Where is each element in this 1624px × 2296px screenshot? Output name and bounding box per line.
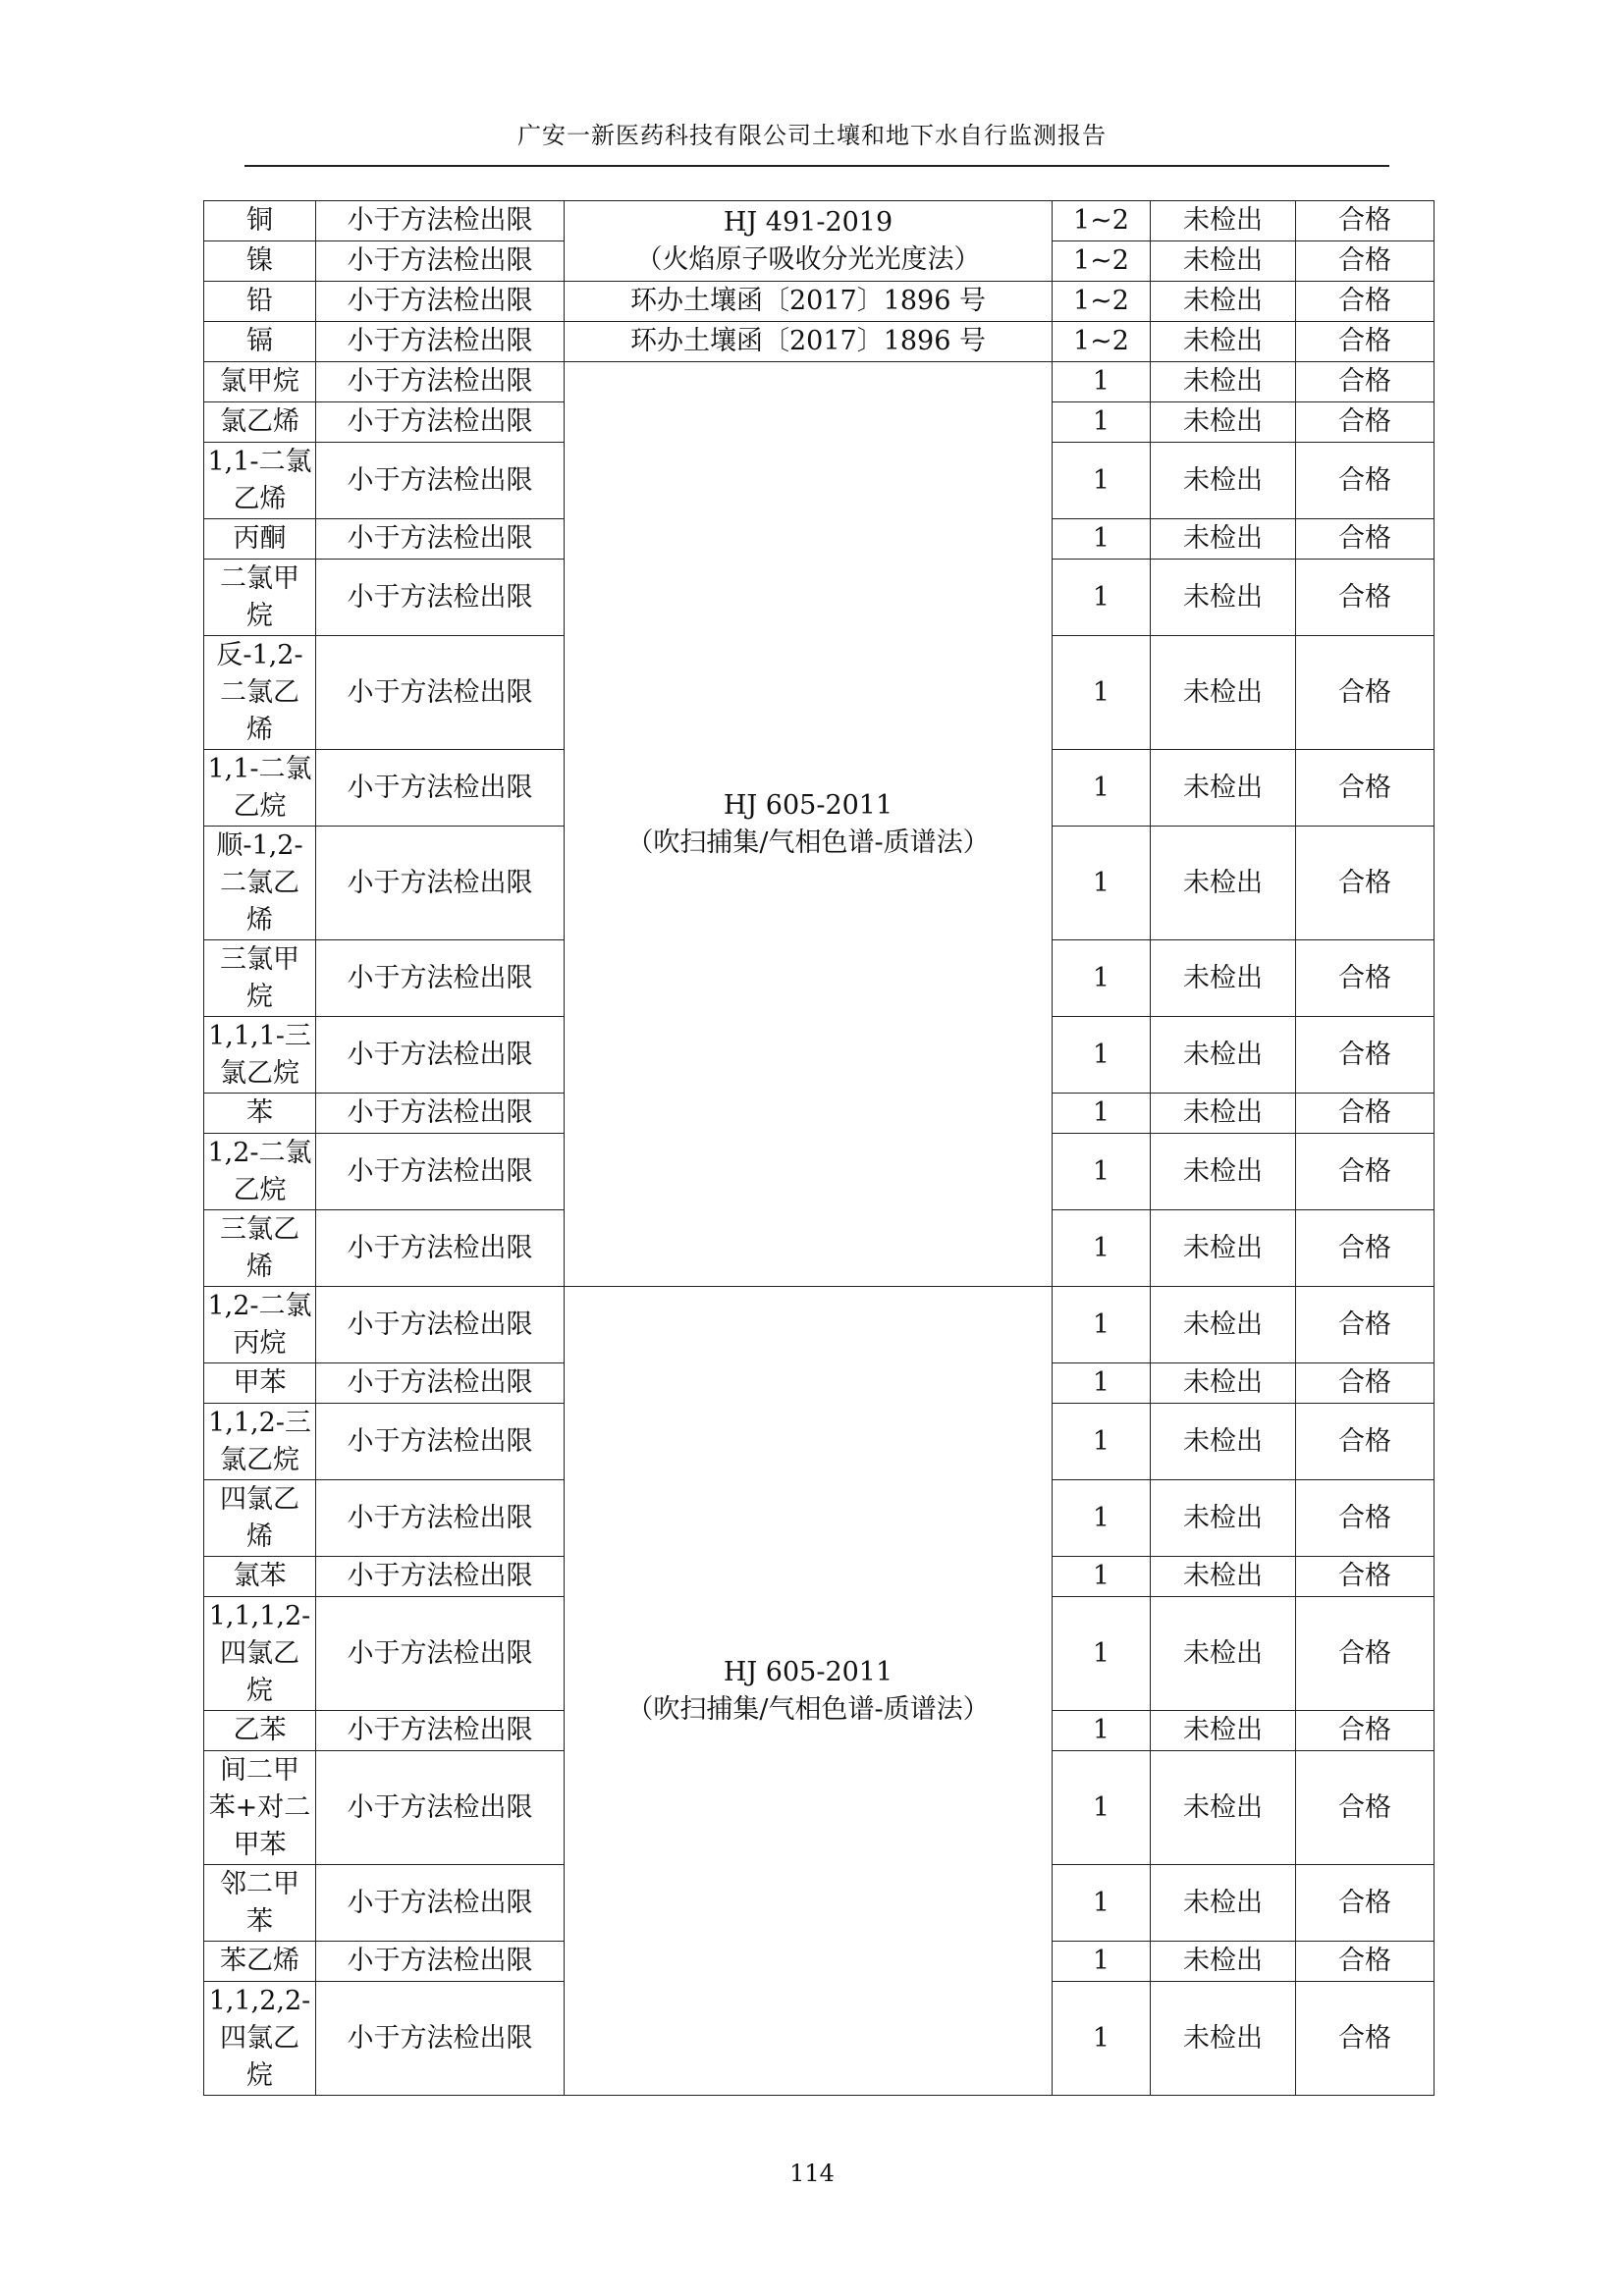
- result-cell: 未检出: [1151, 1751, 1296, 1865]
- verdict-cell: 合格: [1296, 402, 1435, 443]
- header-divider: [244, 165, 1389, 167]
- result-cell: 未检出: [1151, 1557, 1296, 1597]
- verdict-cell: 合格: [1296, 362, 1435, 402]
- result-cell: 未检出: [1151, 1134, 1296, 1210]
- dilution-cell: 1: [1053, 1711, 1151, 1751]
- result-cell: 未检出: [1151, 1597, 1296, 1711]
- result-cell: 未检出: [1151, 1711, 1296, 1751]
- dilution-cell: 1: [1053, 750, 1151, 827]
- detection-limit-cell: 小于方法检出限: [316, 1597, 565, 1711]
- verdict-cell: 合格: [1296, 1942, 1435, 1982]
- detection-limit-cell: 小于方法检出限: [316, 1363, 565, 1404]
- verdict-cell: 合格: [1296, 940, 1435, 1017]
- dilution-cell: 1: [1053, 1597, 1151, 1711]
- detection-limit-cell: 小于方法检出限: [316, 1865, 565, 1942]
- verdict-cell: 合格: [1296, 1982, 1435, 2096]
- verdict-cell: 合格: [1296, 1094, 1435, 1134]
- dilution-cell: 1~2: [1053, 241, 1151, 282]
- detection-limit-cell: 小于方法检出限: [316, 1287, 565, 1363]
- dilution-cell: 1~2: [1053, 201, 1151, 241]
- verdict-cell: 合格: [1296, 241, 1435, 282]
- dilution-cell: 1: [1053, 519, 1151, 560]
- verdict-cell: 合格: [1296, 560, 1435, 636]
- result-cell: 未检出: [1151, 443, 1296, 519]
- verdict-cell: 合格: [1296, 1287, 1435, 1363]
- dilution-cell: 1: [1053, 1363, 1151, 1404]
- dilution-cell: 1: [1053, 1751, 1151, 1865]
- result-cell: 未检出: [1151, 519, 1296, 560]
- analyte-cell: 氯甲烷: [204, 362, 316, 402]
- result-cell: 未检出: [1151, 940, 1296, 1017]
- detection-limit-cell: 小于方法检出限: [316, 282, 565, 322]
- table-row: [204, 322, 1435, 362]
- detection-limit-cell: 小于方法检出限: [316, 560, 565, 636]
- analyte-cell: 丙酮: [204, 519, 316, 560]
- analyte-cell: 氯苯: [204, 1557, 316, 1597]
- results-table: [203, 200, 1435, 2096]
- analyte-cell: 三氯乙 烯: [204, 1210, 316, 1287]
- dilution-cell: 1: [1053, 1094, 1151, 1134]
- result-cell: 未检出: [1151, 1094, 1296, 1134]
- detection-limit-cell: 小于方法检出限: [316, 1480, 565, 1557]
- result-cell: 未检出: [1151, 1480, 1296, 1557]
- verdict-cell: 合格: [1296, 1751, 1435, 1865]
- dilution-cell: 1: [1053, 1017, 1151, 1094]
- result-cell: 未检出: [1151, 201, 1296, 241]
- verdict-cell: 合格: [1296, 1480, 1435, 1557]
- result-cell: 未检出: [1151, 241, 1296, 282]
- dilution-cell: 1: [1053, 362, 1151, 402]
- verdict-cell: 合格: [1296, 282, 1435, 322]
- analyte-cell: 1,1-二氯 乙烯: [204, 443, 316, 519]
- detection-limit-cell: 小于方法检出限: [316, 1210, 565, 1287]
- analyte-cell: 反-1,2- 二氯乙 烯: [204, 636, 316, 750]
- report-header: 广安一新医药科技有限公司土壤和地下水自行监测报告: [517, 122, 1107, 149]
- analyte-cell: 镉: [204, 322, 316, 362]
- method-cell: 环办土壤函〔2017〕1896 号: [565, 322, 1053, 362]
- analyte-cell: 铜: [204, 201, 316, 241]
- analyte-cell: 二氯甲 烷: [204, 560, 316, 636]
- detection-limit-cell: 小于方法检出限: [316, 201, 565, 241]
- dilution-cell: 1: [1053, 1480, 1151, 1557]
- detection-limit-cell: 小于方法检出限: [316, 1017, 565, 1094]
- verdict-cell: 合格: [1296, 322, 1435, 362]
- analyte-cell: 1,1,1,2- 四氯乙 烷: [204, 1597, 316, 1711]
- result-cell: 未检出: [1151, 1865, 1296, 1942]
- dilution-cell: 1: [1053, 402, 1151, 443]
- dilution-cell: 1: [1053, 1982, 1151, 2096]
- result-cell: 未检出: [1151, 1942, 1296, 1982]
- analyte-cell: 1,1,2,2- 四氯乙 烷: [204, 1982, 316, 2096]
- table-row: [204, 362, 1435, 402]
- dilution-cell: 1~2: [1053, 322, 1151, 362]
- dilution-cell: 1: [1053, 1865, 1151, 1942]
- method-cell: HJ 491-2019 （火焰原子吸收分光光度法）: [565, 201, 1053, 282]
- analyte-cell: 间二甲 苯+对二 甲苯: [204, 1751, 316, 1865]
- verdict-cell: 合格: [1296, 1865, 1435, 1942]
- analyte-cell: 三氯甲 烷: [204, 940, 316, 1017]
- analyte-cell: 镍: [204, 241, 316, 282]
- analyte-cell: 1,1,2-三 氯乙烷: [204, 1404, 316, 1480]
- analyte-cell: 顺-1,2- 二氯乙 烯: [204, 827, 316, 940]
- dilution-cell: 1: [1053, 1404, 1151, 1480]
- dilution-cell: 1: [1053, 1557, 1151, 1597]
- dilution-cell: 1: [1053, 1287, 1151, 1363]
- detection-limit-cell: 小于方法检出限: [316, 1404, 565, 1480]
- verdict-cell: 合格: [1296, 1134, 1435, 1210]
- analyte-cell: 1,2-二氯 乙烷: [204, 1134, 316, 1210]
- table-row: [204, 282, 1435, 322]
- detection-limit-cell: 小于方法检出限: [316, 827, 565, 940]
- table-row: [204, 1287, 1435, 1363]
- verdict-cell: 合格: [1296, 1017, 1435, 1094]
- verdict-cell: 合格: [1296, 1597, 1435, 1711]
- page-number: 114: [789, 2160, 835, 2187]
- analyte-cell: 四氯乙 烯: [204, 1480, 316, 1557]
- detection-limit-cell: 小于方法检出限: [316, 1942, 565, 1982]
- result-cell: 未检出: [1151, 1017, 1296, 1094]
- result-cell: 未检出: [1151, 560, 1296, 636]
- method-cell: HJ 605-2011 （吹扫捕集/气相色谱-质谱法）: [565, 1287, 1053, 2096]
- detection-limit-cell: 小于方法检出限: [316, 636, 565, 750]
- dilution-cell: 1: [1053, 560, 1151, 636]
- detection-limit-cell: 小于方法检出限: [316, 1557, 565, 1597]
- detection-limit-cell: 小于方法检出限: [316, 443, 565, 519]
- method-cell: HJ 605-2011 （吹扫捕集/气相色谱-质谱法）: [565, 362, 1053, 1287]
- result-cell: 未检出: [1151, 322, 1296, 362]
- detection-limit-cell: 小于方法检出限: [316, 1982, 565, 2096]
- dilution-cell: 1: [1053, 827, 1151, 940]
- dilution-cell: 1: [1053, 940, 1151, 1017]
- analyte-cell: 苯乙烯: [204, 1942, 316, 1982]
- detection-limit-cell: 小于方法检出限: [316, 1711, 565, 1751]
- result-cell: 未检出: [1151, 636, 1296, 750]
- detection-limit-cell: 小于方法检出限: [316, 1134, 565, 1210]
- detection-limit-cell: 小于方法检出限: [316, 402, 565, 443]
- detection-limit-cell: 小于方法检出限: [316, 1094, 565, 1134]
- dilution-cell: 1: [1053, 1134, 1151, 1210]
- verdict-cell: 合格: [1296, 636, 1435, 750]
- verdict-cell: 合格: [1296, 1711, 1435, 1751]
- detection-limit-cell: 小于方法检出限: [316, 1751, 565, 1865]
- method-cell: 环办土壤函〔2017〕1896 号: [565, 282, 1053, 322]
- result-cell: 未检出: [1151, 282, 1296, 322]
- verdict-cell: 合格: [1296, 519, 1435, 560]
- verdict-cell: 合格: [1296, 443, 1435, 519]
- verdict-cell: 合格: [1296, 1210, 1435, 1287]
- analyte-cell: 1,1,1-三 氯乙烷: [204, 1017, 316, 1094]
- result-cell: 未检出: [1151, 362, 1296, 402]
- result-cell: 未检出: [1151, 1210, 1296, 1287]
- detection-limit-cell: 小于方法检出限: [316, 940, 565, 1017]
- verdict-cell: 合格: [1296, 201, 1435, 241]
- analyte-cell: 乙苯: [204, 1711, 316, 1751]
- detection-limit-cell: 小于方法检出限: [316, 241, 565, 282]
- result-cell: 未检出: [1151, 827, 1296, 940]
- analyte-cell: 铅: [204, 282, 316, 322]
- detection-limit-cell: 小于方法检出限: [316, 322, 565, 362]
- analyte-cell: 1,1-二氯 乙烷: [204, 750, 316, 827]
- dilution-cell: 1: [1053, 1942, 1151, 1982]
- analyte-cell: 1,2-二氯 丙烷: [204, 1287, 316, 1363]
- dilution-cell: 1: [1053, 1210, 1151, 1287]
- analyte-cell: 邻二甲 苯: [204, 1865, 316, 1942]
- result-cell: 未检出: [1151, 402, 1296, 443]
- analyte-cell: 苯: [204, 1094, 316, 1134]
- result-cell: 未检出: [1151, 1287, 1296, 1363]
- table-row: [204, 201, 1435, 241]
- result-cell: 未检出: [1151, 750, 1296, 827]
- dilution-cell: 1: [1053, 443, 1151, 519]
- dilution-cell: 1~2: [1053, 282, 1151, 322]
- detection-limit-cell: 小于方法检出限: [316, 519, 565, 560]
- result-cell: 未检出: [1151, 1404, 1296, 1480]
- verdict-cell: 合格: [1296, 1404, 1435, 1480]
- dilution-cell: 1: [1053, 636, 1151, 750]
- verdict-cell: 合格: [1296, 1557, 1435, 1597]
- detection-limit-cell: 小于方法检出限: [316, 362, 565, 402]
- detection-limit-cell: 小于方法检出限: [316, 750, 565, 827]
- analyte-cell: 甲苯: [204, 1363, 316, 1404]
- verdict-cell: 合格: [1296, 750, 1435, 827]
- analyte-cell: 氯乙烯: [204, 402, 316, 443]
- verdict-cell: 合格: [1296, 827, 1435, 940]
- result-cell: 未检出: [1151, 1363, 1296, 1404]
- verdict-cell: 合格: [1296, 1363, 1435, 1404]
- result-cell: 未检出: [1151, 1982, 1296, 2096]
